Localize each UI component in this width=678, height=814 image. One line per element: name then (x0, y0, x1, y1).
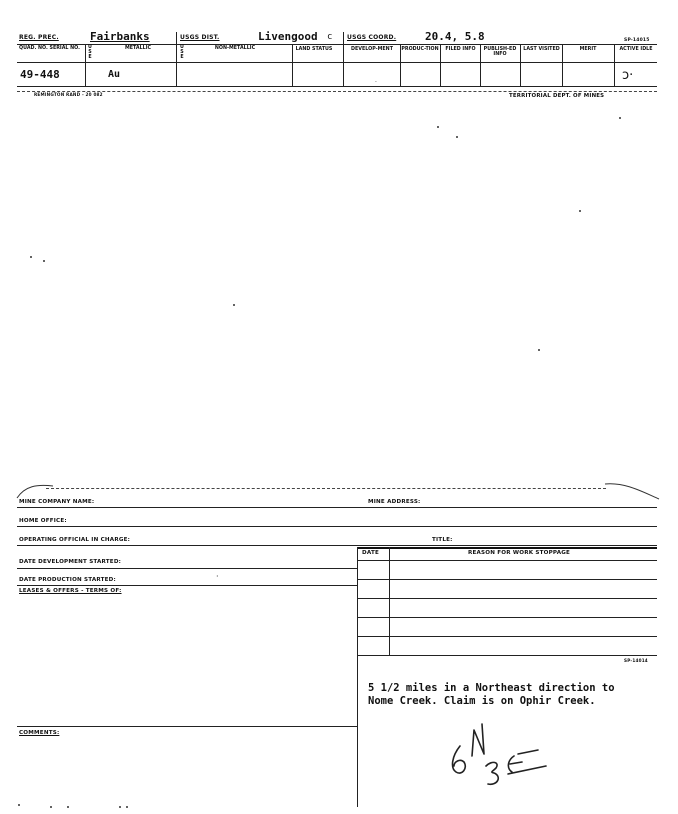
comments-label: COMMENTS: (19, 730, 60, 736)
leases-offers-label: LEASES & OFFERS - TERMS OF: (19, 588, 122, 594)
col-active-idle: ACTIVE IDLE (619, 47, 653, 52)
speck (579, 210, 581, 212)
divider (176, 32, 177, 86)
form-code-top: SP-14015 (624, 38, 650, 43)
location-notes-line-1: 5 1/2 miles in a Northeast direction to (368, 682, 615, 694)
col-quad-no: QUAD. NO. (19, 46, 48, 51)
comments-rule (17, 726, 357, 727)
stoppage-row-rule (357, 560, 657, 561)
col-last-visited: LAST VISITED (523, 47, 560, 52)
col-merit: MERIT (579, 47, 597, 52)
usgs-coord-label: USGS COORD. (347, 34, 397, 41)
record-row-rule (17, 86, 657, 87)
title-label: TITLE: (432, 537, 453, 543)
row-rule (17, 585, 357, 586)
left-corner-stroke (15, 478, 55, 500)
development-dot: · (375, 79, 377, 86)
col-use-left: U S E (88, 45, 92, 60)
speck (538, 349, 540, 351)
col-metallic: METALLIC (124, 46, 152, 51)
reg-prec-label: REG. PREC. (19, 34, 59, 41)
row-rule (17, 568, 357, 569)
stoppage-row-rule (357, 598, 657, 599)
home-office-label: HOME OFFICE: (19, 518, 67, 524)
usgs-dist-suffix: c (327, 32, 333, 42)
form-code-bottom: SP-14014 (624, 658, 648, 663)
active-idle-mark: ↄ· (622, 68, 634, 83)
divider (343, 32, 344, 86)
speck (30, 256, 32, 258)
divider (614, 44, 615, 86)
mine-company-name-label: MINE COMPANY NAME: (19, 499, 95, 505)
date-development-label: DATE DEVELOPMENT STARTED: (19, 559, 122, 565)
col-quad-serial (19, 46, 85, 51)
center-divider (357, 547, 358, 807)
operating-official-label: OPERATING OFFICIAL IN CHARGE: (19, 537, 131, 543)
divider (520, 44, 521, 86)
stoppage-date-divider (389, 547, 390, 655)
header-rule (17, 44, 657, 45)
col-development: DEVELOP-MENT (351, 47, 393, 52)
speck (456, 136, 458, 138)
card-dashed-edge (17, 91, 657, 92)
card-top-dashed-edge (46, 488, 606, 489)
speck (18, 804, 20, 806)
date-production-label: DATE PRODUCTION STARTED: (19, 577, 116, 583)
speck (50, 806, 52, 808)
speck (233, 304, 235, 306)
location-notes (368, 682, 615, 708)
stoppage-row-rule (357, 655, 657, 656)
dept-imprint: TERRITORIAL DEPT. OF MINES (509, 93, 605, 99)
stoppage-row-rule (357, 579, 657, 580)
speck (126, 806, 128, 808)
stoppage-table-top-rule (357, 547, 657, 549)
speck (437, 126, 439, 128)
column-header-rule (17, 62, 657, 63)
stoppage-reason-header: REASON FOR WORK STOPPAGE (468, 550, 571, 556)
row-rule (17, 507, 657, 508)
reg-prec-value: Fairbanks (90, 30, 150, 43)
record-quad-serial: 49-448 (20, 68, 60, 81)
col-land-status: LAND STATUS (295, 47, 333, 52)
stoppage-row-rule (357, 617, 657, 618)
col-filed-info: FILED INFO (445, 47, 476, 52)
remington-imprint: REMINGTON RAND - 20 082 (34, 92, 103, 97)
right-corner-stroke (603, 478, 661, 502)
row-rule (17, 526, 657, 527)
speck (43, 260, 45, 262)
record-metallic: Au (108, 69, 121, 80)
row-rule (17, 545, 657, 546)
col-non-metallic: NON-METALLIC (214, 46, 256, 51)
divider (85, 44, 86, 86)
speck (619, 117, 621, 119)
col-production: PRODUC-TION (401, 47, 439, 52)
location-notes-line-2: Nome Creek. Claim is on Ophir Creek. (368, 695, 596, 707)
speck (119, 806, 121, 808)
handwritten-township-range (446, 716, 556, 788)
divider (562, 44, 563, 86)
mine-address-label: MINE ADDRESS: (368, 499, 421, 505)
divider (440, 44, 441, 86)
stoppage-date-header: DATE (362, 550, 379, 556)
speck (67, 806, 69, 808)
speck: · (216, 572, 219, 581)
stoppage-row-rule (357, 636, 657, 637)
col-use-right: U S E (180, 45, 184, 60)
divider (292, 44, 293, 86)
usgs-dist-label: USGS DIST. (180, 34, 220, 41)
usgs-coord-value: 20.4, 5.8 (425, 30, 485, 43)
col-published-info: PUBLISH-ED INFO (483, 47, 517, 58)
usgs-dist-value: Livengood (258, 30, 318, 43)
col-serial-no: SERIAL NO. (49, 46, 80, 51)
